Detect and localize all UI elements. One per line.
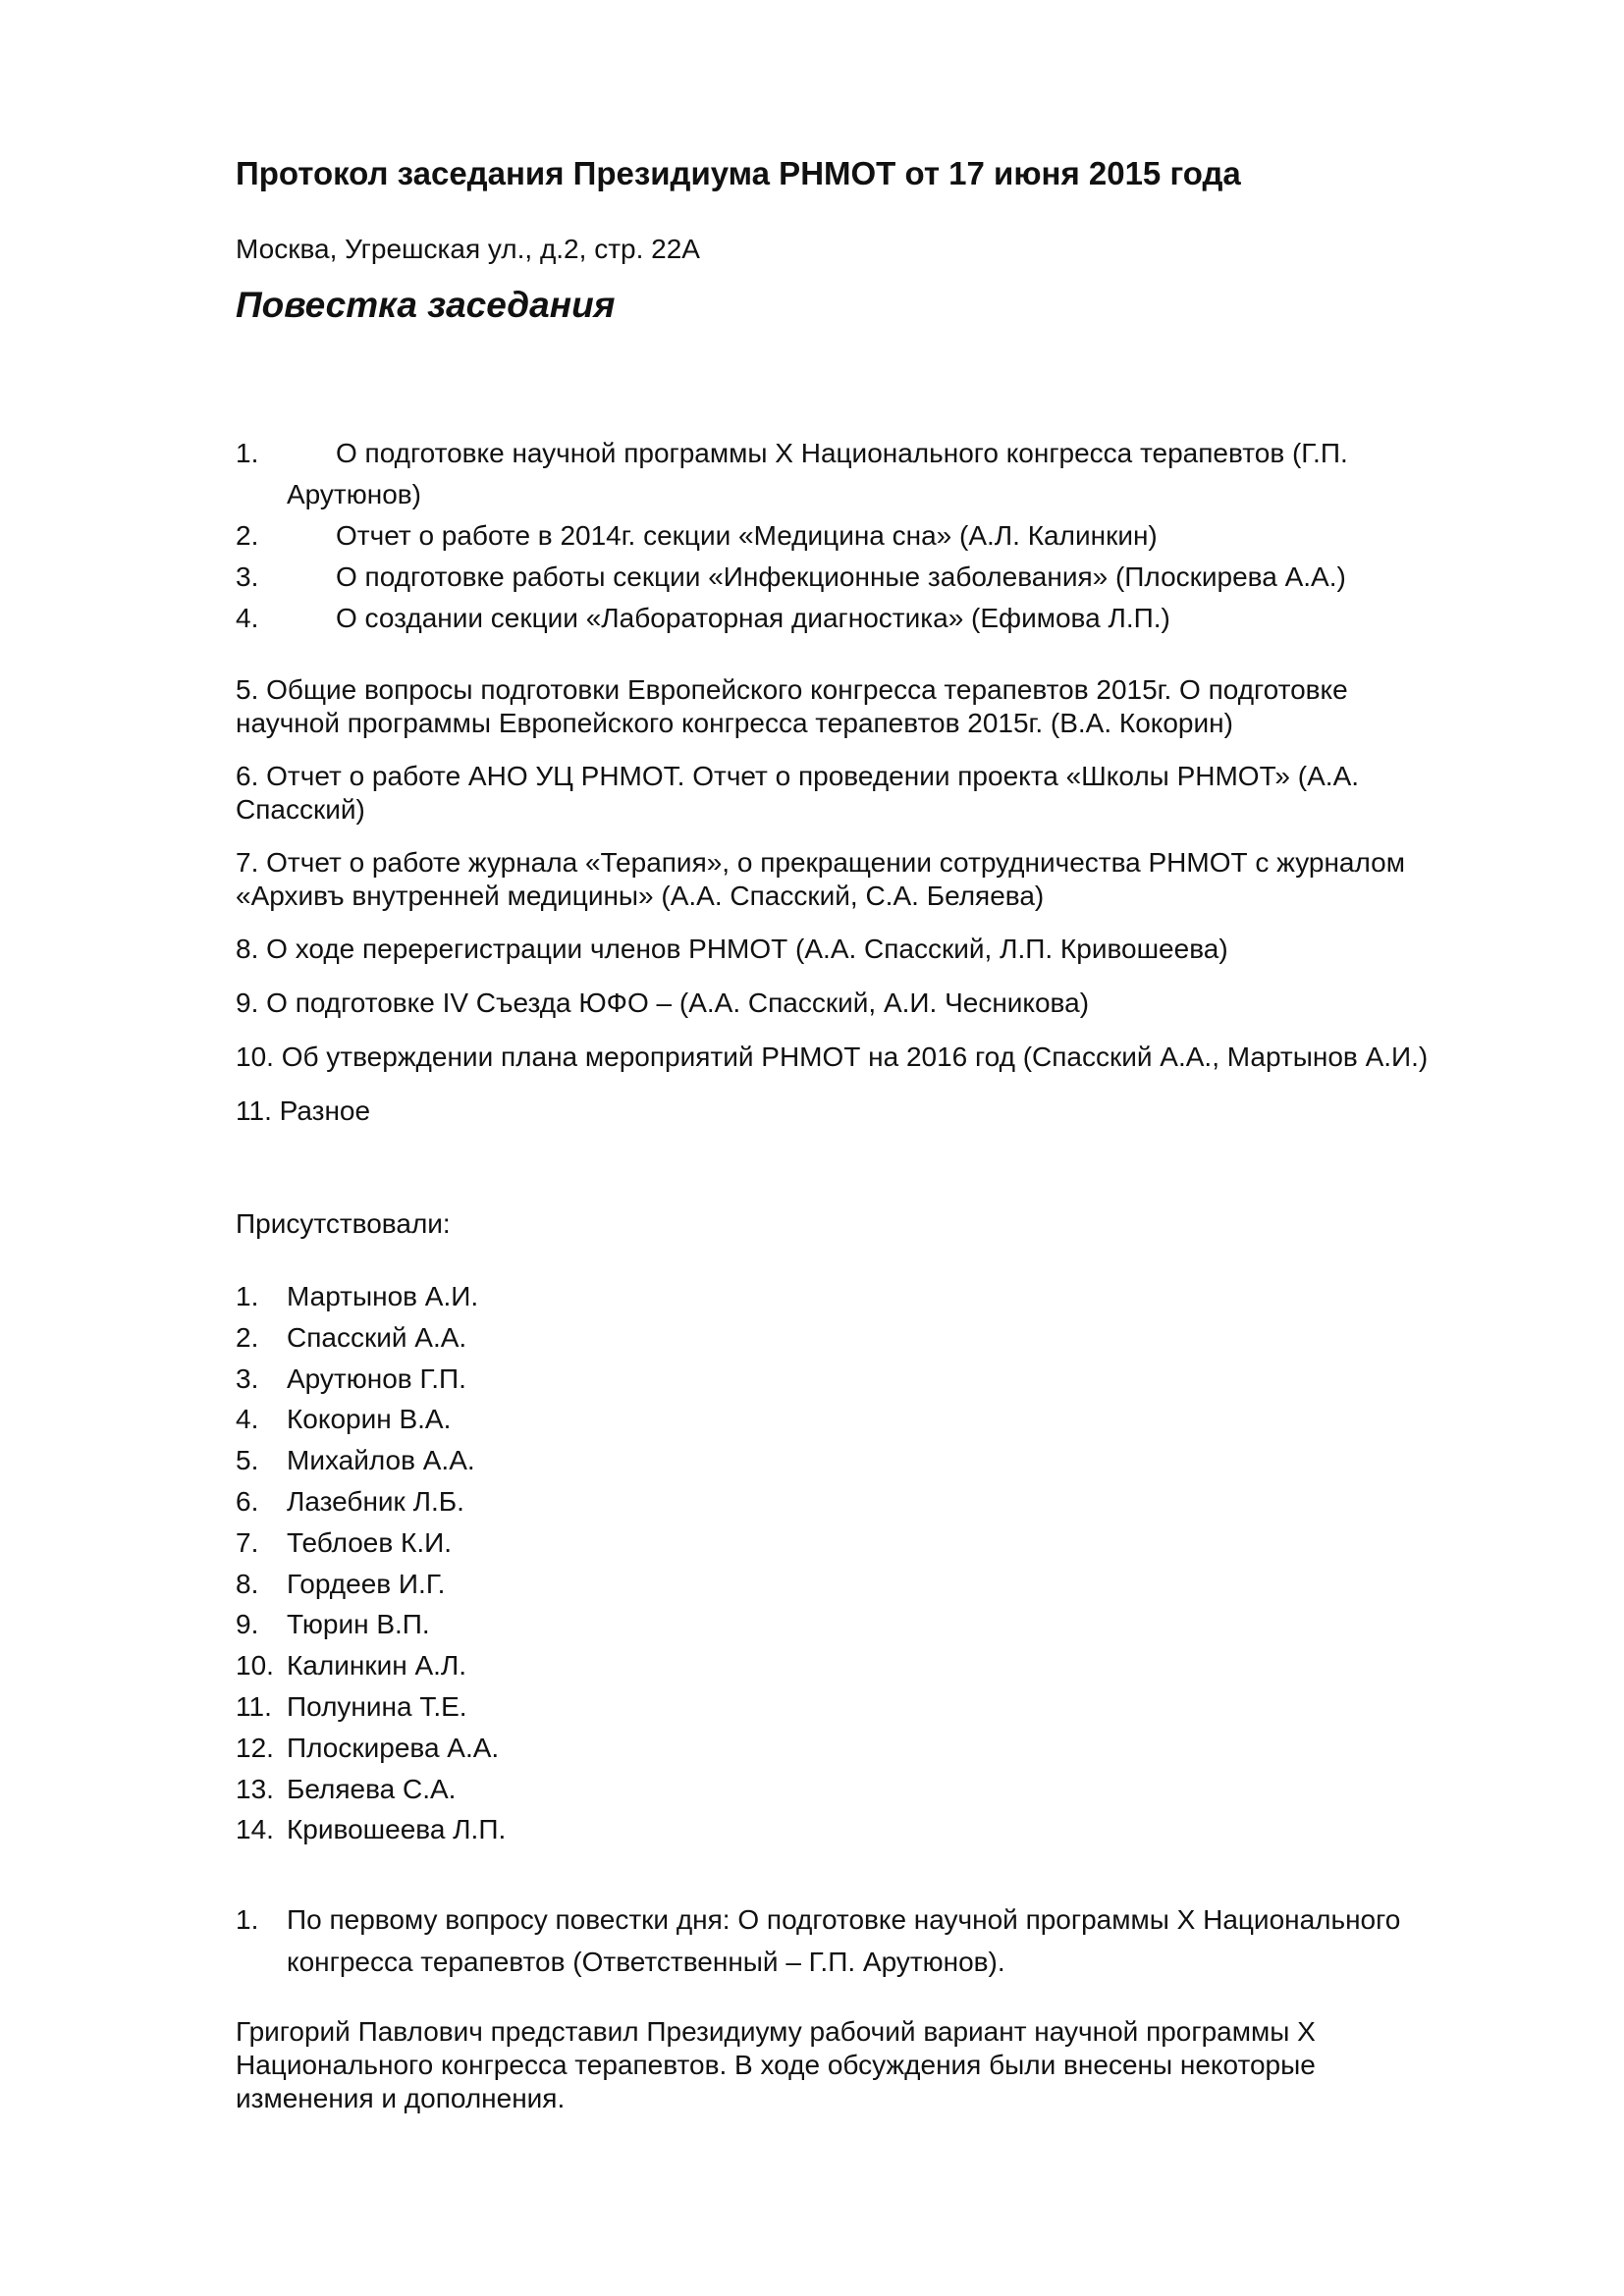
agenda-paragraph (236, 1095, 370, 1128)
agenda-paragraph (236, 1041, 1428, 1074)
agenda-paragraph (236, 933, 1228, 966)
first-question-text: По первому вопросу повестки дня: О подготовке научной программы Х Национального (287, 1904, 1401, 1935)
agenda-paragraph (236, 673, 1348, 740)
attendee-number: 10. (236, 1650, 274, 1681)
agenda-item-text: О подготовке научной программы Х Национального конгресса терапевтов (Г.П. (336, 438, 1348, 468)
attendee-number: 6. (236, 1486, 259, 1517)
closing-paragraph (236, 2015, 1316, 2115)
meeting-address: Москва, Угрешская ул., д.2, стр. 22А (236, 234, 700, 264)
attendee-number: 2. (236, 1322, 259, 1353)
agenda-paragraph (236, 987, 1089, 1020)
agenda-item-number: 1. (236, 438, 259, 468)
first-question-number: 1. (236, 1904, 259, 1935)
agenda-paragraph-line: 7. Отчет о работе журнала «Терапия», о прекращении сотрудничества РНМОТ с журналом (236, 847, 1405, 878)
attendee-number: 8. (236, 1569, 259, 1599)
agenda-item-text-continued: Арутюнов) (287, 479, 421, 509)
agenda-item-text: О создании секции «Лабораторная диагностика» (Ефимова Л.П.) (336, 603, 1170, 633)
agenda-paragraph-line: 11. Разное (236, 1095, 371, 1126)
attendee-number: 1. (236, 1281, 259, 1311)
attendee-number: 5. (236, 1445, 259, 1475)
attendees-label: Присутствовали: (236, 1208, 451, 1239)
attendee-number: 14. (236, 1814, 274, 1844)
closing-paragraph-line: Григорий Павлович представил Президиуму рабочий вариант научной программы Х (236, 2016, 1316, 2047)
agenda-paragraph-line: Спасский) (236, 794, 365, 825)
attendee-name: Полунина Т.Е. (287, 1691, 467, 1722)
attendee-number: 3. (236, 1363, 259, 1394)
agenda-paragraph-line: научной программы Европейского конгресса терапевтов 2015г. (В.А. Кокорин) (236, 708, 1233, 738)
first-question-text-continued: конгресса терапевтов (Ответственный – Г.П. Арутюнов). (287, 1947, 1005, 1977)
attendee-name: Теблоев К.И. (287, 1527, 453, 1558)
attendee-name: Кокорин В.А. (287, 1404, 452, 1434)
agenda-paragraph-line: «Архивъ внутренней медицины» (А.А. Спасский, С.А. Беляева) (236, 881, 1045, 911)
attendee-name: Гордеев И.Г. (287, 1569, 446, 1599)
attendee-name: Калинкин А.Л. (287, 1650, 467, 1681)
attendee-number: 13. (236, 1774, 274, 1804)
attendee-number: 9. (236, 1609, 259, 1639)
agenda-paragraph-line: 10. Об утверждении плана мероприятий РНМОТ на 2016 год (Спасский А.А., Мартынов А.И.) (236, 1041, 1429, 1072)
attendee-number: 11. (236, 1691, 272, 1722)
attendee-name: Мартынов А.И. (287, 1281, 479, 1311)
closing-paragraph-line: изменения и дополнения. (236, 2083, 566, 2113)
document-title: Протокол заседания Президиума РНМОТ от 17 июня 2015 года (236, 155, 1241, 191)
agenda-item-text: О подготовке работы секции «Инфекционные заболевания» (Плоскирева А.А.) (336, 561, 1346, 592)
attendee-name: Спасский А.А. (287, 1322, 467, 1353)
attendee-number: 12. (236, 1733, 274, 1763)
agenda-item-number: 3. (236, 561, 259, 592)
agenda-paragraph-line: 8. О ходе перерегистрации членов РНМОТ (А.А. Спасский, Л.П. Кривошеева) (236, 934, 1228, 964)
attendee-name: Михайлов А.А. (287, 1445, 475, 1475)
agenda-paragraph-line: 6. Отчет о работе АНО УЦ РНМОТ. Отчет о проведении проекта «Школы РНМОТ» (А.А. (236, 761, 1360, 791)
attendee-number: 4. (236, 1404, 259, 1434)
agenda-item-number: 4. (236, 603, 259, 633)
attendee-name: Плоскирева А.А. (287, 1733, 500, 1763)
attendee-name: Арутюнов Г.П. (287, 1363, 466, 1394)
agenda-item-text: Отчет о работе в 2014г. секции «Медицина сна» (А.Л. Калинкин) (336, 520, 1158, 551)
attendee-name: Тюрин В.П. (287, 1609, 430, 1639)
agenda-paragraph (236, 846, 1405, 913)
attendee-name: Кривошеева Л.П. (287, 1814, 507, 1844)
agenda-item-number: 2. (236, 520, 259, 551)
attendee-name: Лазебник Л.Б. (287, 1486, 464, 1517)
closing-paragraph-line: Национального конгресса терапевтов. В ходе обсуждения были внесены некоторые (236, 2050, 1316, 2080)
agenda-paragraph-line: 5. Общие вопросы подготовки Европейского конгресса терапевтов 2015г. О подготовке (236, 674, 1348, 705)
attendee-name: Беляева С.А. (287, 1774, 457, 1804)
agenda-heading: Повестка заседания (236, 285, 616, 325)
agenda-paragraph (236, 760, 1359, 827)
attendee-number: 7. (236, 1527, 259, 1558)
agenda-paragraph-line: 9. О подготовке IV Съезда ЮФО – (А.А. Спасский, А.И. Чесникова) (236, 988, 1090, 1018)
